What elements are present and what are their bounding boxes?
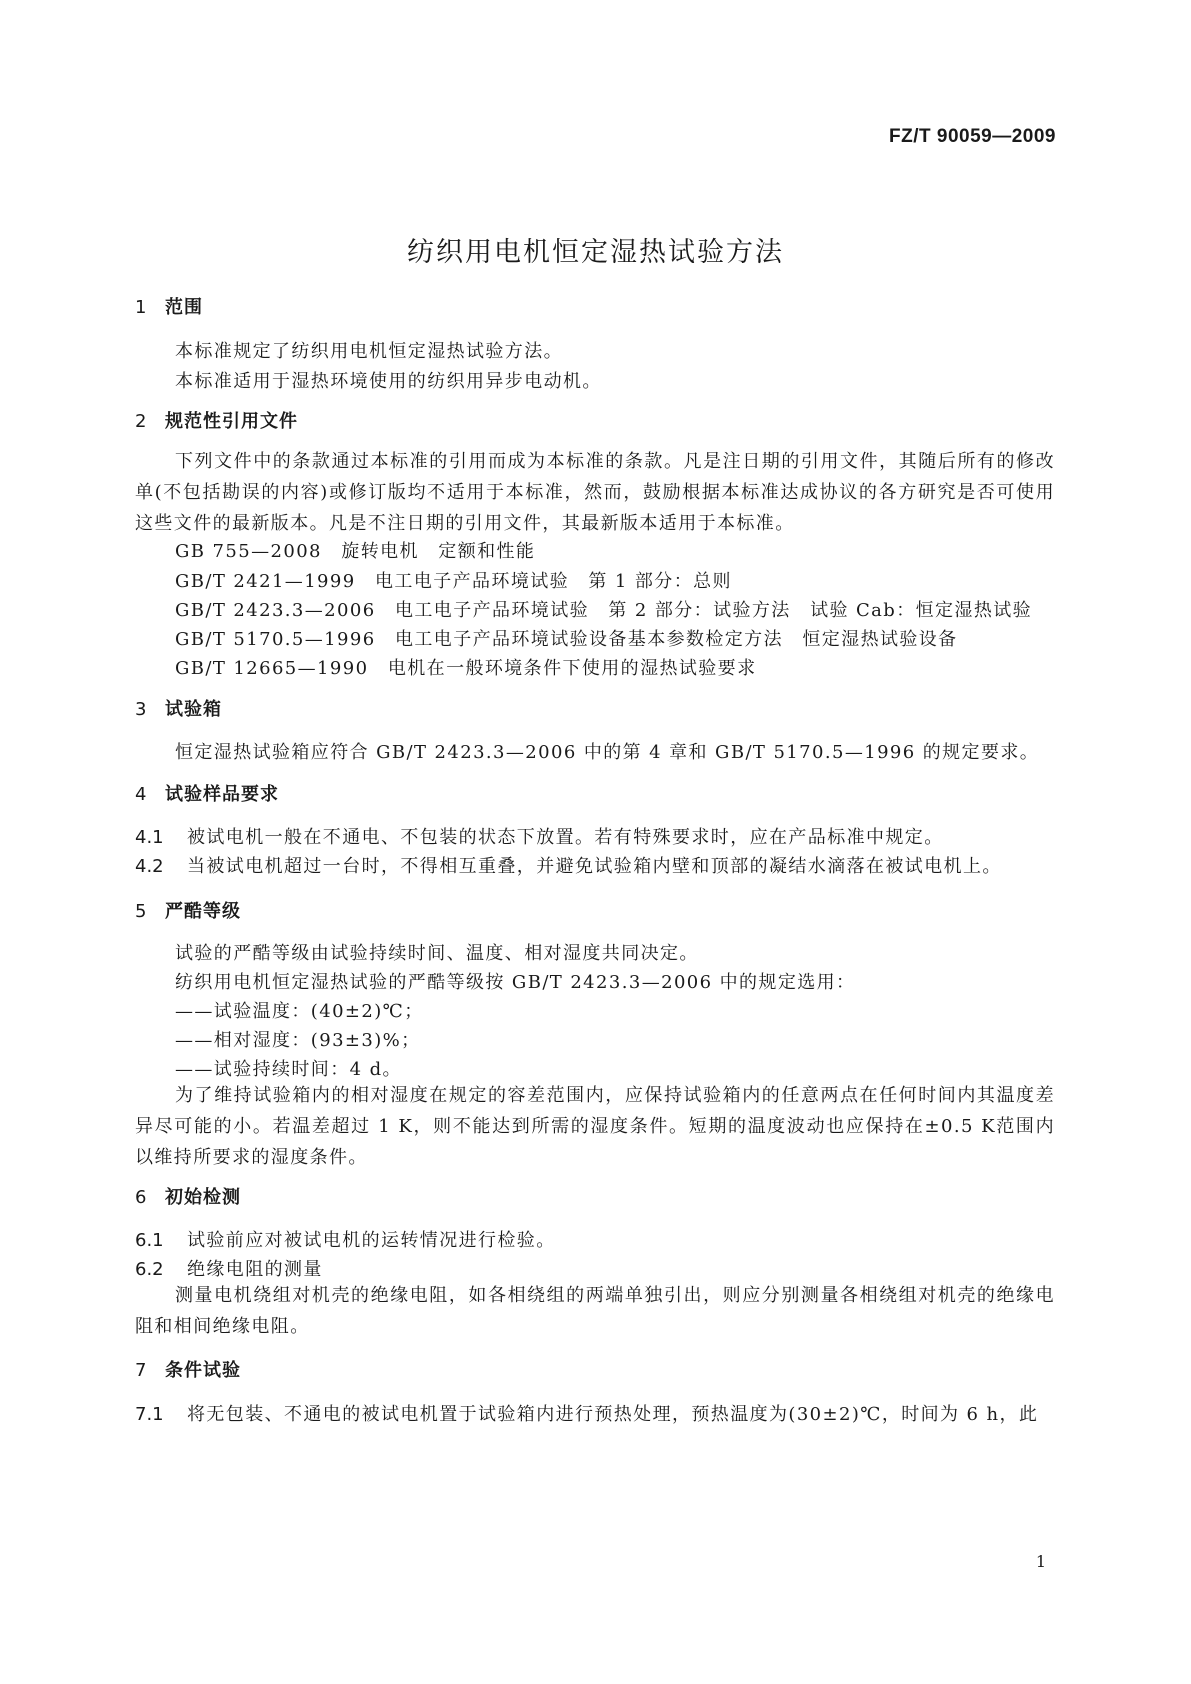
reference-item: GB/T 2423.3—2006 电工电子产品环境试验 第 2 部分：试验方法 试验 Cab：恒定湿热试验 [175,600,1033,621]
document-title: 纺织用电机恒定湿热试验方法 [407,237,784,268]
section-5-para-3: 为了维持试验箱内的相对湿度在规定的容差范围内，应保持试验箱内的任意两点在任何时间内其温度差异尽可能的小。若温差超过 1 K，则不能达到所需的湿度条件。短期的温度波动也应保持在±0.5 K范围内以维持所要求的湿度条件。 [135,1085,1055,1168]
clause-6-2: 6.2 绝缘电阻的测量 [135,1259,323,1280]
clause-6-1: 6.1 试验前应对被试电机的运转情况进行检验。 [135,1230,556,1251]
severity-item: ——试验持续时间：4 d。 [175,1059,402,1080]
section-1-heading: 1 范围 [135,297,203,318]
severity-item: ——相对湿度：(93±3)%； [175,1030,421,1051]
clause-4-2: 4.2 当被试电机超过一台时，不得相互重叠，并避免试验箱内壁和顶部的凝结水滴落在被试电机上。 [135,856,1002,877]
section-2-heading: 2 规范性引用文件 [135,411,298,432]
clause-4-1: 4.1 被试电机一般在不通电、不包装的状态下放置。若有特殊要求时，应在产品标准中规定。 [135,827,944,848]
section-1-para-2: 本标准适用于湿热环境使用的纺织用异步电动机。 [175,371,602,392]
standard-code: FZ/T 90059—2009 [889,126,1056,147]
section-5-heading: 5 严酷等级 [135,901,241,922]
section-6-para-1: 测量电机绕组对机壳的绝缘电阻，如各相绕组的两端单独引出，则应分别测量各相绕组对机壳的绝缘电阻和相间绝缘电阻。 [135,1285,1055,1337]
section-3-heading: 3 试验箱 [135,699,222,720]
section-2-intro: 下列文件中的条款通过本标准的引用而成为本标准的条款。凡是注日期的引用文件，其随后所有的修改单(不包括勘误的内容)或修订版均不适用于本标准，然而，鼓励根据本标准达成协议的各方研究是否可使用这些文件的最新版本。凡是不注日期的引用文件，其最新版本适用于本标准。 [135,451,1055,534]
reference-item: GB/T 12665—1990 电机在一般环境条件下使用的湿热试验要求 [175,658,757,679]
section-4-heading: 4 试验样品要求 [135,784,279,805]
section-3-para-1: 恒定湿热试验箱应符合 GB/T 2423.3—2006 中的第 4 章和 GB/T 5170.5—1996 的规定要求。 [175,742,1040,763]
severity-item: ——试验温度：(40±2)℃； [175,1001,424,1022]
reference-item: GB/T 2421—1999 电工电子产品环境试验 第 1 部分：总则 [175,571,732,592]
reference-item: GB 755—2008 旋转电机 定额和性能 [175,541,536,562]
page-number: 1 [1035,1552,1046,1571]
section-6-heading: 6 初始检测 [135,1187,241,1208]
section-1-para-1: 本标准规定了纺织用电机恒定湿热试验方法。 [175,341,563,362]
section-7-heading: 7 条件试验 [135,1360,241,1381]
section-5-para-1: 试验的严酷等级由试验持续时间、温度、相对湿度共同决定。 [175,943,699,964]
section-5-para-2: 纺织用电机恒定湿热试验的严酷等级按 GB/T 2423.3—2006 中的规定选用： [175,972,856,993]
reference-item: GB/T 5170.5—1996 电工电子产品环境试验设备基本参数检定方法 恒定湿热试验设备 [175,629,958,650]
clause-7-1: 7.1 将无包装、不通电的被试电机置于试验箱内进行预热处理，预热温度为(30±2)℃，时间为 6 h，此 [135,1404,1039,1425]
